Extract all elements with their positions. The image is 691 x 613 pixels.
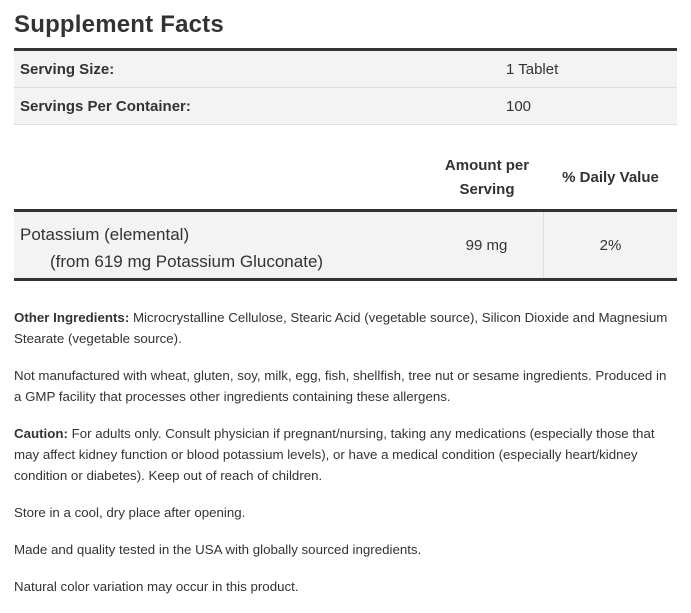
amount-cell: 99 mg — [430, 212, 544, 278]
other-ingredients-label: Other Ingredients: — [14, 310, 130, 325]
servings-per-container-label: Servings Per Container: — [20, 97, 191, 115]
serving-size-row — [14, 51, 677, 88]
section-gap — [14, 125, 677, 154]
header-amount-per-serving: Amount per Serving — [444, 157, 530, 198]
caution-label: Caution: — [14, 426, 68, 441]
servings-per-container-row — [14, 88, 677, 125]
caution-text: For adults only. Consult physician if pregnant/nursing, taking any medications (especially those that may affect kidney function or blood potassium levels), or have a medical condition (especially heart/kidney condition or diabetes). Keep out of reach of children. — [14, 426, 655, 483]
header-daily-value: % Daily Value — [562, 169, 659, 186]
caution-paragraph — [14, 423, 677, 486]
storage-paragraph: Store in a cool, dry place after opening. — [14, 505, 246, 520]
nutrient-source: (from 619 mg Potassium Gluconate) — [50, 252, 324, 271]
other-ingredients-paragraph — [14, 307, 677, 349]
table-row — [14, 212, 677, 278]
header-nutrient-column — [14, 154, 430, 209]
table-header — [14, 154, 677, 209]
servings-per-container-value: 100 — [506, 97, 532, 115]
notes-section — [14, 307, 677, 597]
serving-size-value: 1 Tablet — [506, 60, 559, 78]
daily-value-cell: 2% — [599, 236, 622, 254]
supplement-facts-panel — [14, 0, 677, 613]
nutrient-name: Potassium (elemental) — [20, 225, 190, 244]
allergen-paragraph: Not manufactured with wheat, gluten, soy, milk, egg, fish, shellfish, tree nut or sesame ingredients. Produced in a GMP facility that processes other ingredients containing these allergens. — [14, 368, 667, 404]
page-title: Supplement Facts — [14, 11, 224, 38]
bottom-divider — [14, 278, 677, 281]
color-variation-paragraph: Natural color variation may occur in this product. — [14, 579, 299, 594]
other-ingredients-text: Microcrystalline Cellulose, Stearic Acid (vegetable source), Silicon Dioxide and Magnesium Stearate (vegetable source). — [14, 310, 668, 346]
made-in-paragraph: Made and quality tested in the USA with globally sourced ingredients. — [14, 542, 422, 557]
serving-size-label: Serving Size: — [20, 60, 115, 78]
nutrient-cell — [14, 212, 430, 278]
